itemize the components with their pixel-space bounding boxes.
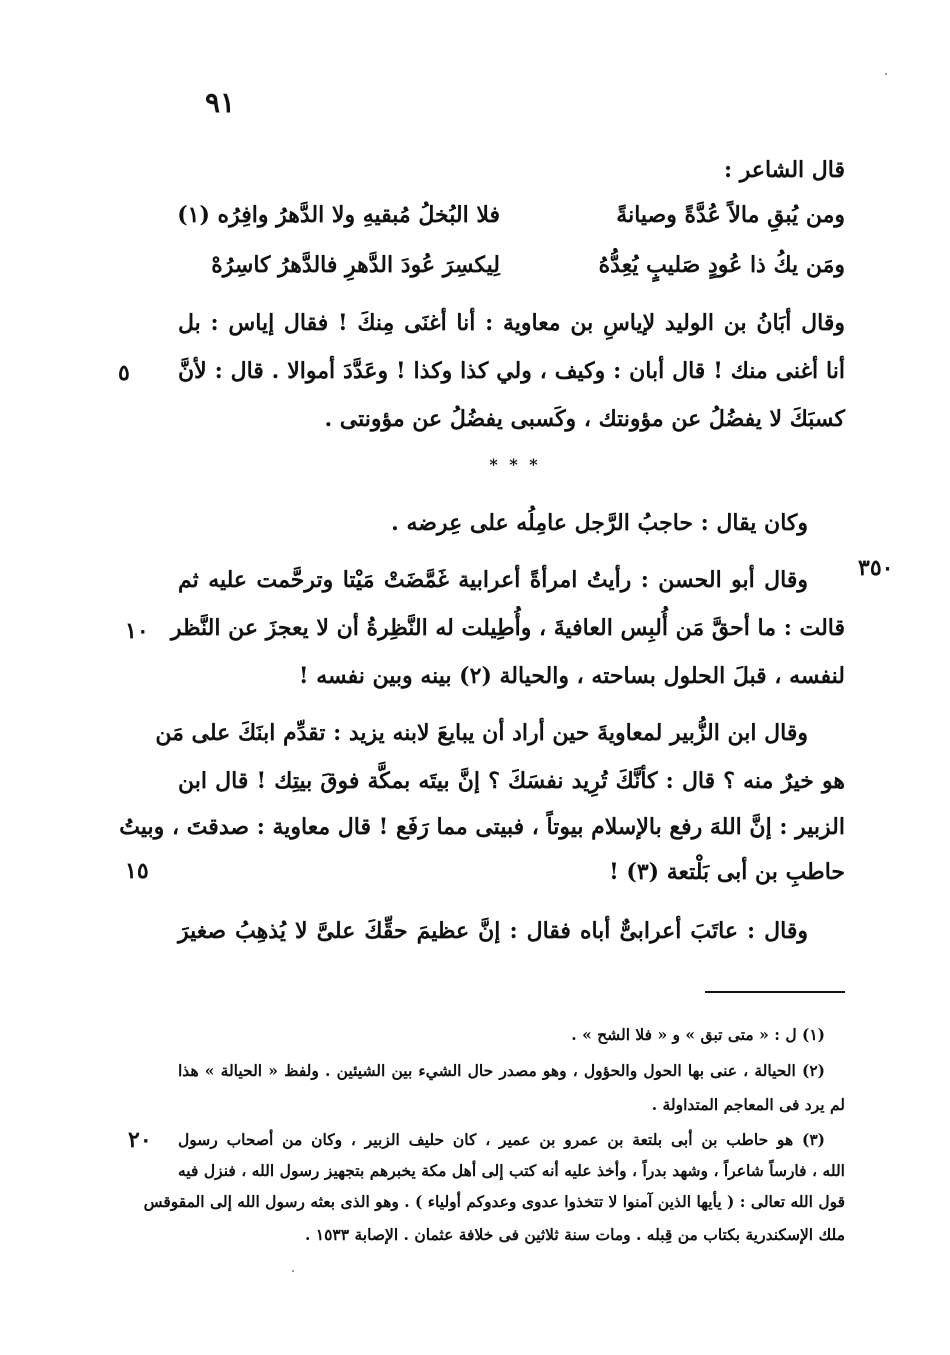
margin-section-number: ٣٥٠ — [858, 555, 894, 581]
footnote-2-line-2: لم يرد فى المعاجم المتداولة . — [651, 1095, 845, 1114]
footnote-3-line-1: (٣) هو حاطب بن أبى بلتعة بن عمرو بن عمير ، كان حليف الزبير ، وكان من أصحاب رسول — [178, 1130, 825, 1149]
paragraph-4-line-2: هو خيرٌ منه ؟ قال : كأنَّكَ تُرِيد نفسَكَ ؟ إنَّ بيتَه بمكَّة فوقَ بيتِك ! قال ابن — [178, 768, 846, 794]
paragraph-3-line-3: لنفسه ، قبلَ الحلول بساحته ، والحيالة (٢) بينه وبين نفسه ! — [298, 663, 845, 689]
footnote-3-line-3: قول الله تعالى : ( يأيها الذين آمنوا لا تتخذوا عدوى وعدوكم أولياء ) . وهو الذى بعثه رسول الله إلى المقوقس — [143, 1192, 845, 1211]
section-separator: * * * — [489, 455, 541, 474]
verse-2-second-hemistich: لِيكسِرَ عُودَ الدَّهرِ فالدَّهرُ كاسِرُهْ — [211, 252, 500, 278]
margin-line-number-15: ١٥ — [125, 858, 149, 884]
poem-intro: قال الشاعر : — [723, 157, 845, 183]
paragraph-2-line-1: وكان يقال : حاجبُ الرَّجل عامِلُه على عِرضه . — [391, 510, 808, 536]
margin-line-number-5: ٥ — [118, 360, 130, 386]
paragraph-1-line-1: وقال أبَانُ بن الوليد لإياسِ بن معاوية : أنا أغنَى مِنكَ ! فقال إياس : بل — [178, 310, 845, 336]
paragraph-5-line-1: وقال : عاتَبَ أعرابىٌّ أباه فقال : إنَّ عظيمَ حقِّكَ علىَّ لا يُذهِبُ صغيرَ — [178, 918, 808, 944]
scan-speck — [885, 73, 887, 75]
footnote-3-line-2: الله ، فارساً شاعراً ، وشهد بدراً ، وأخذ عليه أنه كتب إلى أهل مكة يخبرهم بتجهيز رسول الله ، فنزل فيه — [178, 1161, 845, 1180]
margin-line-number-20: ٢٠ — [128, 1127, 152, 1153]
scan-speck — [292, 1270, 294, 1272]
paragraph-1-line-3: كسبَكَ لا يفضُلُ عن مؤونتك ، وكَسبى يفضُلُ عن مؤونتى . — [324, 406, 845, 432]
verse-2-first-hemistich: ومَن يكُ ذا عُودٍ صَليبٍ يُعِدُّهُ — [598, 252, 845, 278]
paragraph-3-line-2: قالت : ما أحقَّ مَن أُلبِس العافيةَ ، وأُطِيلت له النَّظِرةُ أن لا يعجزَ عن النَّظر — [170, 615, 845, 641]
verse-1-first-hemistich: ومن يُبقِ مالاً عُدَّةً وصيانةً — [616, 202, 845, 228]
footnote-3-line-4: ملك الإسكندرية بكتاب من قِبله . ومات سنة ثلاثين فى خلافة عثمان . الإصابة ١٥٣٣ . — [304, 1225, 845, 1244]
paragraph-4-line-4: حاطبِ بن أبى بَلْتعة (٣) ! — [609, 859, 845, 885]
paragraph-4-line-1: وقال ابن الزُّبير لمعاويةَ حين أراد أن يبايعَ لابنه يزيد : تقدِّم ابنَكَ على مَن — [155, 720, 808, 746]
paragraph-3-line-1: وقال أبو الحسن : رأيتُ امرأةً أعرابية غَمَّضَتْ مَيْتا وترحَّمت عليه ثم — [178, 567, 808, 593]
margin-line-number-10: ١٠ — [125, 618, 149, 644]
footnote-1-line-1: (١) ل : « متى تبق » و « فلا الشح » . — [571, 1025, 825, 1044]
verse-1-second-hemistich: فلا البُخلُ مُبقيهِ ولا الدَّهرُ وافِرُه (١) — [177, 202, 500, 228]
footnote-2-line-1: (٢) الحيالة ، عنى بها الحول والحؤول ، وهو مصدر حال الشيء بين الشيئين . ولفظ « الحيالة » هذا — [178, 1061, 825, 1080]
paragraph-1-line-2: أنا أغنى منك ! قال أبان : وكيف ، ولي كذا وكذا ! وعَدَّدَ أموالا . قال : لأنَّ — [178, 358, 845, 384]
footnote-separator-rule — [705, 991, 845, 993]
page-number: ٩١ — [204, 86, 236, 119]
paragraph-4-line-3: الزبير : إنَّ اللهَ رفع بالإسلام بيوتاً ، فبيتى مما رَفَع ! قال معاوية : صدقتَ ، وبيتُ — [119, 814, 845, 840]
